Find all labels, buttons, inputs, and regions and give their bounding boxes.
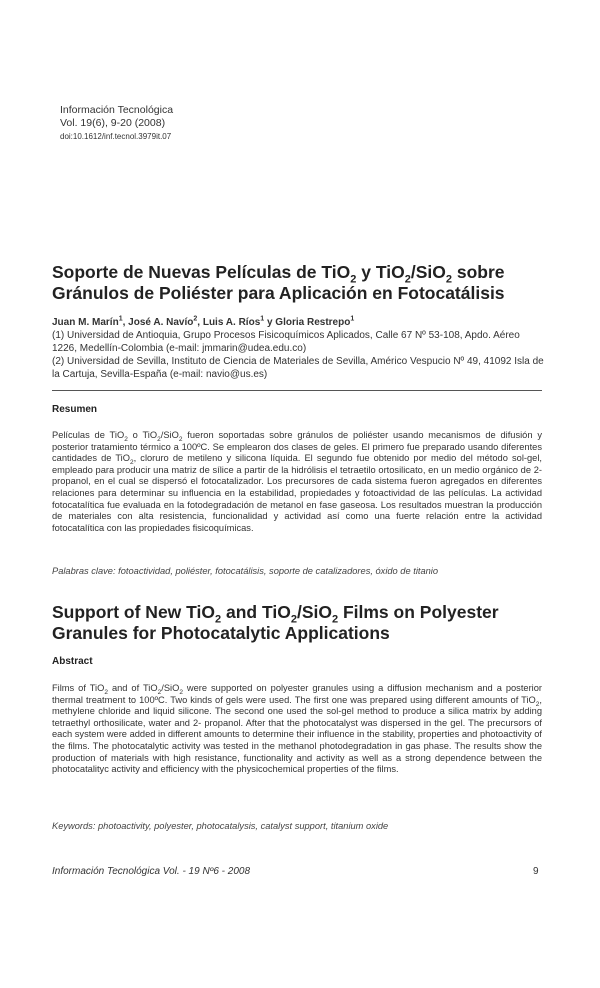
author-name: José A. Navío <box>128 317 194 328</box>
page-number: 9 <box>533 866 539 877</box>
abstract-text: /SiO <box>161 683 180 693</box>
affiliation-marker: 1 <box>118 315 123 323</box>
keywords: Keywords: photoactivity, polyester, photocatalysis, catalyst support, titanium oxide <box>52 821 389 831</box>
footer-citation: Información Tecnológica Vol. - 19 Nº6 - 2008 <box>52 866 251 877</box>
title-text: y TiO <box>356 262 405 282</box>
abstract-text: fueron soportadas sobre gránulos de poliéster usando mecanismos de difusión y posterior tratamiento térmico a 100ºC. Se emplearon dos clases de geles. El primero fue preparado usando diferentes cantidades de TiO <box>52 430 542 464</box>
author-name: Luis A. Ríos <box>202 317 261 328</box>
subscript: 2 <box>350 273 357 286</box>
author-name: Juan M. Marín <box>52 317 119 328</box>
subscript: 2 <box>157 688 162 696</box>
author-separator: , <box>197 317 203 328</box>
subscript: 2 <box>445 273 452 286</box>
affiliation-marker: 2 <box>193 315 198 323</box>
abstract-text: Films of TiO <box>52 683 105 693</box>
resumen-heading: Resumen <box>52 404 98 415</box>
subscript: 2 <box>331 613 339 626</box>
subscript: 2 <box>129 459 134 467</box>
subscript: 2 <box>179 688 183 696</box>
abstract-body <box>52 683 542 776</box>
abstract-text: and of TiO <box>107 683 158 693</box>
abstract-text: Películas de TiO <box>52 430 125 440</box>
title-text: and TiO <box>221 602 291 622</box>
title-text: Support of New TiO <box>52 602 216 622</box>
subscript: 2 <box>535 700 540 708</box>
author-name: Gloria Restrepo <box>275 317 351 328</box>
author-separator: y <box>264 317 276 328</box>
affiliation-marker: 1 <box>350 315 355 323</box>
subscript: 2 <box>104 688 108 696</box>
journal-header <box>60 104 173 143</box>
subscript: 2 <box>290 613 297 626</box>
title-text: sobre Gránulos de Poliéster para Aplicación en Fotocatálisis <box>52 262 505 303</box>
affiliation-marker: 1 <box>260 315 265 323</box>
title-text: Soporte de Nuevas Películas de TiO <box>52 262 351 282</box>
palabras-clave: Palabras clave: fotoactividad, poliéster, fotocatálisis, soporte de catalizadores, óxido de titanio <box>52 566 439 576</box>
subscript: 2 <box>157 435 161 443</box>
abstract-text: , methylene chloride and liquid silicone. The second one used the sol-gel method to produce a silica matrix by adding tetraethyl orthosilicate, water and 2- propanol. After that the photocatalyst was dispersed in the gel. The precursors of each system were added in different amounts to determine their influence in the stability, properties and photoactivity of the films. The photocatalytic activity was tested in the methanol photodegradation in gas phase. The results show the production of materials with high resistance, functionality and activity as well as a strong dependence between the photocatalityc activity and efficiency with the physicochemical properties of the films. <box>52 694 542 775</box>
journal-volume: Vol. 19(6), 9-20 (2008) <box>60 117 166 129</box>
abstract-heading: Abstract <box>52 656 93 667</box>
abstract-text: o TiO <box>127 430 158 440</box>
author-separator: , <box>122 317 129 328</box>
abstract-text: , cloruro de metileno y silicona líquida. El segundo fue obtenido por medio del método sol-gel, empleado para producir una matriz de sílice a partir de la hidrólisis el tetraetilo ortosilicato, en un medio orgánico de 2-propanol, en el cual se dispersó el fotocatalizador. Los precursores de cada sistema fueron agregados en diferentes relaciones para determinar su influencia en la estabilidad, propiedades y fotoactividad de las películas. La actividad fotocatalítica fue evaluada en la fotodegradación de metanol en fase gaseosa. Los resultados muestran la producción de materiales con alta resistencia, funcionalidad y actividad así como una fuerte relación entre la actividad fotocatalítica con las propiedades fisicoquímicas. <box>52 453 542 533</box>
spanish-title <box>52 262 552 304</box>
title-text: /SiO <box>296 602 332 622</box>
affiliation-1: (1) Universidad de Antioquia, Grupo Procesos Fisicoquímicos Aplicados, Calle 67 Nº 53-108, Apdo. Aéreo 1226, Medellín-Colombia (e-mail: jmmarin@udea.edu.co) <box>52 330 520 354</box>
subscript: 2 <box>124 435 128 443</box>
title-text: /SiO <box>410 262 446 282</box>
subscript: 2 <box>215 613 222 626</box>
resumen-body <box>52 430 542 534</box>
title-text: Films on Polyester Granules for Photocatalytic Applications <box>52 602 499 643</box>
english-title <box>52 602 552 644</box>
affiliation-2: (2) Universidad de Sevilla, Instituto de Ciencia de Materiales de Sevilla, Américo Vespucio Nº 49, 41092 Isla de la Cartuja, Sevilla-España (e-mail: navio@us.es) <box>52 356 544 380</box>
journal-doi: doi:10.1612/inf.tecnol.3979it.07 <box>60 132 172 141</box>
subscript: 2 <box>404 273 411 286</box>
abstract-text: /SiO <box>160 430 179 440</box>
journal-name: Información Tecnológica <box>60 104 174 116</box>
section-divider <box>52 390 542 391</box>
author-block <box>52 316 547 381</box>
abstract-text: were supported on polyester granules using a diffusion mechanism and a posterior thermal treatment to 100ºC. Two kinds of gels were used. The first one was prepared using different amounts of TiO <box>52 683 542 705</box>
subscript: 2 <box>178 435 183 443</box>
author-list <box>52 316 547 329</box>
